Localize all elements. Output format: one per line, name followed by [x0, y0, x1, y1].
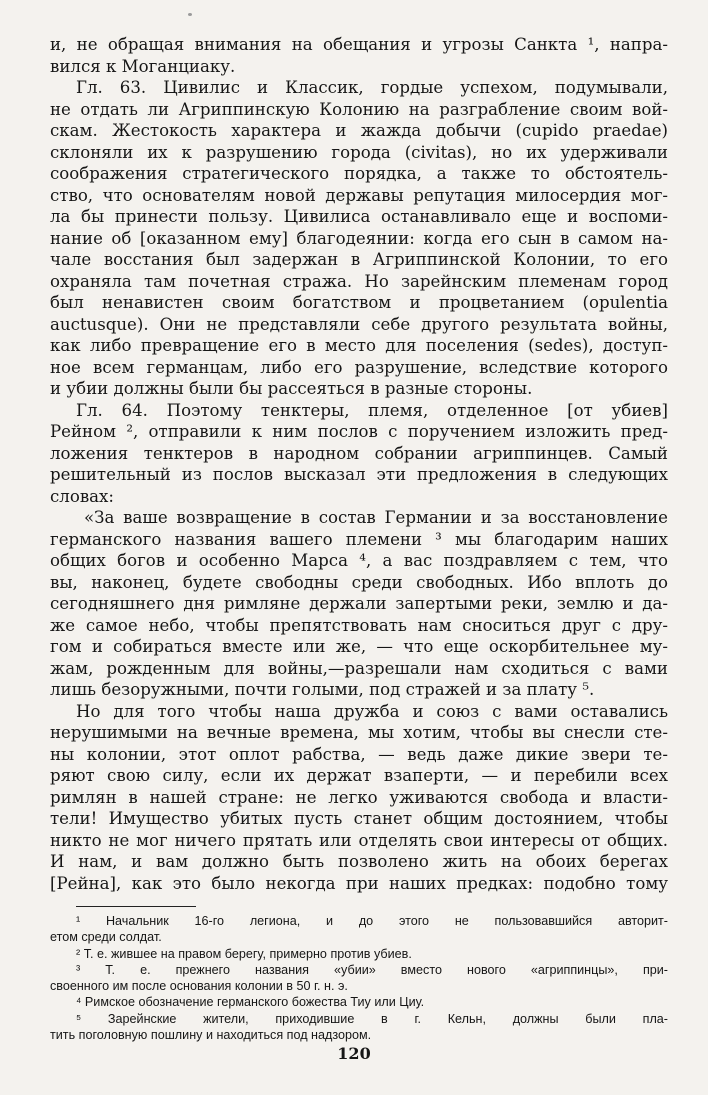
- footnote-line: ² Т. е. жившее на правом берегу, примерно против убиев.: [76, 946, 412, 961]
- text-line: auctusque). Они не представляли себе другого результата войны,: [50, 314, 668, 334]
- text-line: лишь безоружными, почти голыми, под стражей и за плату ⁵.: [50, 680, 595, 699]
- text-line: римлян в нашей стране: не легко уживаются свобода и власти-: [50, 787, 668, 807]
- text-line: чале восстания был задержан в Агриппинской Колонии, то его: [50, 250, 668, 269]
- footnote-line: ⁴ Римское обозначение германского божества Тиу или Циу.: [76, 995, 425, 1010]
- text-line: соображения стратегического порядка, а также то обстоятель-: [50, 164, 668, 183]
- text-line: словах:: [50, 486, 115, 506]
- footnote-line: тить поголовную пошлину и находиться под надзором.: [50, 1028, 372, 1043]
- text-line: как либо превращение его в место для поселения (sedes), доступ-: [50, 336, 668, 355]
- footnote-line: своенного им после основания колонии в 50 г. н. э.: [50, 979, 348, 994]
- text-line: Гл. 63. Цивилис и Классик, гордые успехом, подумывали,: [76, 78, 668, 97]
- footnote-separator: [76, 906, 196, 907]
- text-line: жам, рожденным для войны,—разрешали нам сходиться с вами: [50, 658, 668, 678]
- text-line: ное всем германцам, либо его разрушение, вследствие которого: [50, 357, 668, 377]
- text-line: Рейном ², отправили к ним послов с поручением изложить пред-: [50, 422, 668, 441]
- text-line: вы, наконец, будете свободны среди свободных. Ибо вплоть до: [50, 572, 668, 592]
- text-line: склоняли их к разрушению города (civitas), но их удерживали: [50, 142, 668, 162]
- text-line: тели! Имущество убитых пусть станет общим достоянием, чтобы: [50, 809, 668, 828]
- print-speck: [188, 13, 192, 16]
- text-line: был ненавистен своим богатством и процветанием (opulentia: [50, 293, 668, 312]
- text-line: [Рейна], как это было некогда при наших предках: подобно тому: [50, 873, 668, 893]
- text-line: ны колонии, этот оплот рабства, — ведь даже дикие звери те-: [50, 744, 668, 764]
- text-line: и убии должны были бы рассеяться в разные стороны.: [50, 379, 533, 398]
- footnote-line: ⁵ Зарейнские жители, приходившие в г. Кельн, должны были пла-: [76, 1011, 668, 1026]
- text-line: не отдать ли Агриппинскую Колонию на разграбление своим вой-: [50, 99, 668, 119]
- main-text: [50, 34, 668, 894]
- text-line: же самое небо, чтобы препятствовать нам сноситься друг с дру-: [50, 615, 668, 635]
- text-line: ложения тенктеров в народном собрании агриппинцев. Самый: [50, 443, 668, 463]
- text-line: «За ваше возвращение в состав Германии и за восстановление: [84, 508, 668, 527]
- page-body: [50, 34, 668, 1043]
- text-line: решительный из послов высказал эти предложения в следующих: [50, 465, 668, 484]
- text-line: вился к Моганциаку.: [50, 56, 236, 76]
- text-line: общих богов и особенно Марса ⁴, а вас поздравляем с тем, что: [50, 551, 668, 570]
- text-line: нание об [оказанном ему] благодеянии: когда его сын в самом на-: [50, 228, 668, 248]
- text-line: никто не мог ничего прятать или отделять свои интересы от общих.: [50, 830, 668, 850]
- text-line: гом и собираться вместе или же, — что еще оскорбительнее му-: [50, 637, 668, 656]
- text-line: ла бы принести пользу. Цивилиса останавливало еще и воспоми-: [50, 207, 668, 226]
- footnotes: [50, 913, 668, 1043]
- text-line: Гл. 64. Поэтому тенктеры, племя, отделенное [от убиев]: [76, 400, 668, 420]
- text-line: И нам, и вам должно быть позволено жить на обоих берегах: [50, 852, 668, 871]
- text-line: Но для того чтобы наша дружба и союз с вами оставались: [76, 701, 668, 721]
- page-number: 120: [337, 1044, 371, 1063]
- footnote-line: ³ Т. е. прежнего названия «убии» вместо нового «агриппинцы», при-: [76, 962, 668, 977]
- text-line: и, не обращая внимания на обещания и угрозы Санкта ¹, напра-: [50, 35, 668, 54]
- text-line: скам. Жестокость характера и жажда добычи (cupido praedae): [50, 121, 668, 140]
- text-line: германского названия вашего племени ³ мы благодарим наших: [50, 529, 668, 549]
- text-line: охраняла там почетная стража. Но зарейнским племенам город: [50, 271, 668, 291]
- footnote-line: ¹ Начальник 16-го легиона, и до этого не пользовавшийся авторит-: [76, 914, 668, 928]
- footnote-line: етом среди солдат.: [50, 930, 162, 945]
- text-line: сегодняшнего дня римляне держали запертыми реки, землю и да-: [50, 594, 668, 613]
- text-line: ство, что основателям новой державы репутация милосердия мог-: [50, 185, 668, 205]
- text-line: нерушимыми на вечные времена, мы хотим, чтобы вы снесли сте-: [50, 723, 668, 742]
- text-line: ряют свою силу, если их держат взаперти, — и перебили всех: [50, 766, 668, 785]
